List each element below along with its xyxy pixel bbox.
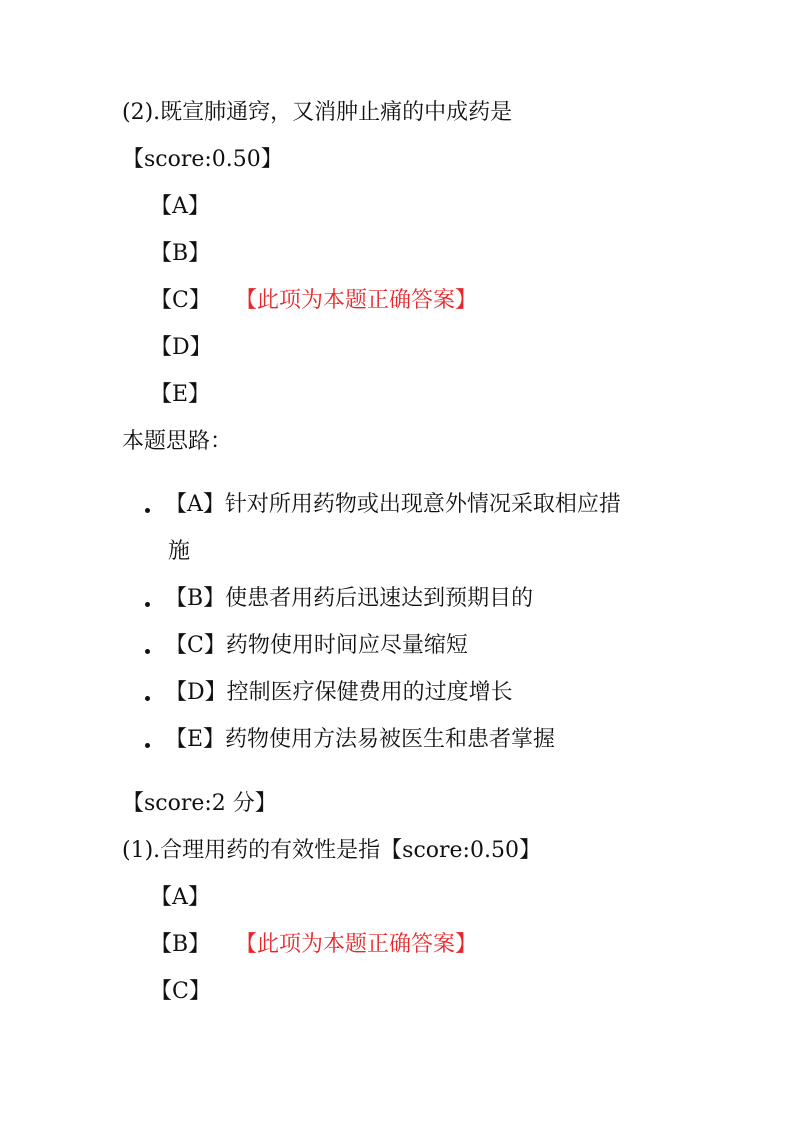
section-score: 【score:2 分】 [122, 791, 277, 816]
q1-option-b: 【B】 [150, 932, 211, 957]
q1-option-a: 【A】 [150, 885, 210, 910]
question-1-text: (1).合理用药的有效性是指【score:0.50】 [122, 838, 541, 863]
explanation-item-d: 【D】控制医疗保健费用的过度增长 [165, 680, 513, 705]
bullet-icon [145, 649, 150, 654]
explanation-item-b: 【B】使患者用药后迅速达到预期目的 [165, 586, 534, 611]
explanation-item-a-continued: 施 [168, 539, 191, 564]
explanation-item-c: 【C】药物使用时间应尽量缩短 [165, 633, 468, 658]
q2-option-d: 【D】 [150, 335, 212, 360]
q2-option-c: 【C】 [150, 288, 211, 313]
question-2-score: 【score:0.50】 [122, 147, 283, 172]
explanation-item-e: 【E】药物使用方法易被医生和患者掌握 [165, 727, 556, 752]
bullet-icon [145, 696, 150, 701]
q2-option-b: 【B】 [150, 241, 211, 266]
question-2-text: (2).既宣肺通窍，又消肿止痛的中成药是 [122, 100, 513, 125]
q2-option-e: 【E】 [150, 382, 211, 407]
bullet-icon [145, 602, 150, 607]
bullet-icon [145, 743, 150, 748]
q1-correct-answer-marker: 【此项为本题正确答案】 [235, 932, 478, 957]
q2-correct-answer-marker: 【此项为本题正确答案】 [235, 288, 478, 313]
q2-option-a: 【A】 [150, 194, 210, 219]
bullet-icon [145, 508, 150, 513]
explanation-heading: 本题思路： [122, 429, 233, 454]
explanation-item-a: 【A】针对所用药物或出现意外情况采取相应措 [165, 492, 621, 517]
q1-option-c: 【C】 [150, 979, 211, 1004]
